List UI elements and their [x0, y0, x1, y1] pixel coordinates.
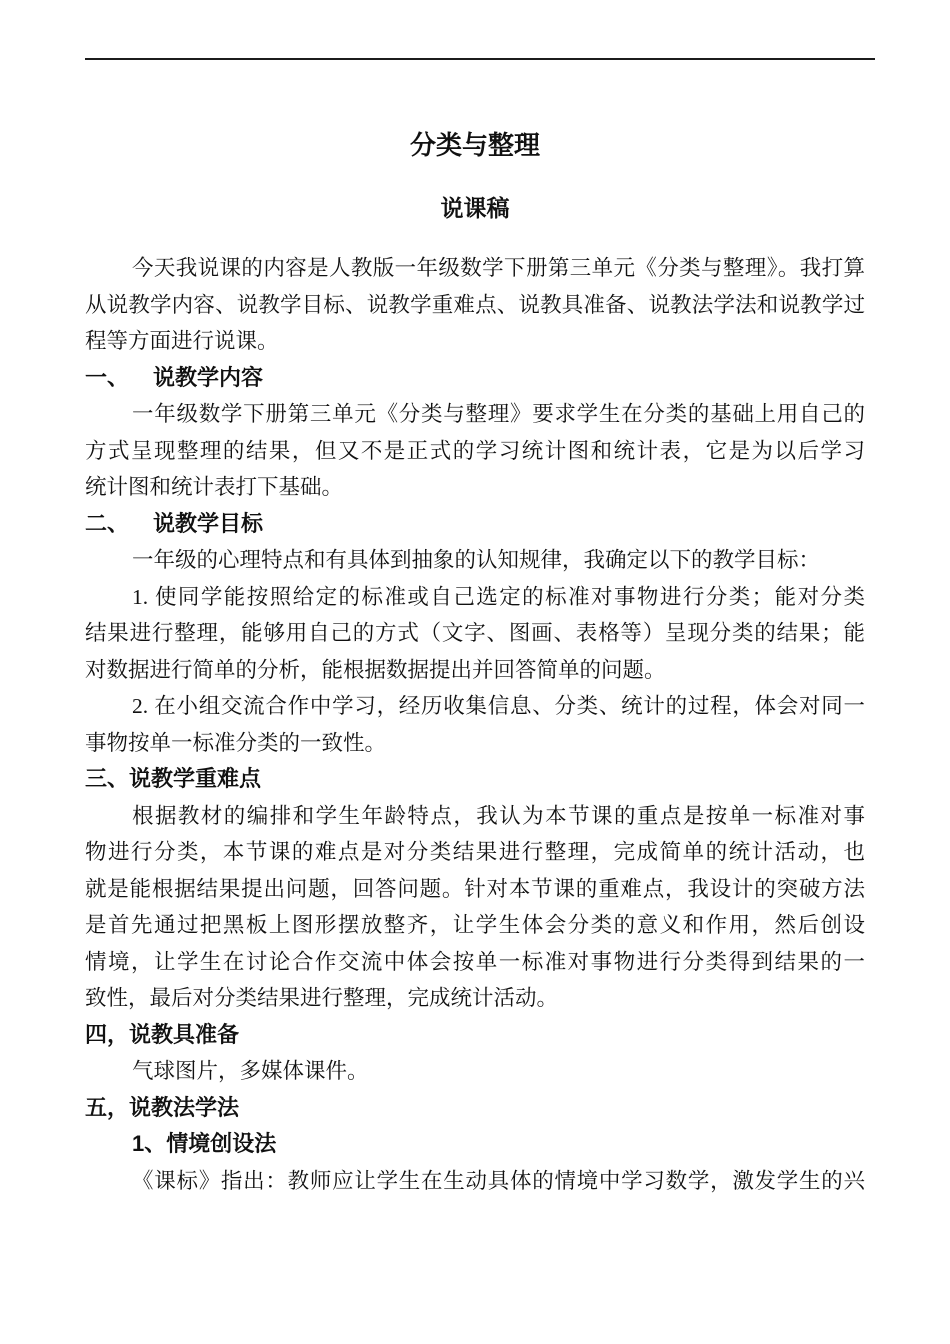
text-line: 对数据进行简单的分析，能根据数据提出并回答简单的问题。 [85, 657, 666, 682]
heading-label: 说教具准备 [129, 1021, 240, 1047]
heading-label: 说教法学法 [129, 1094, 240, 1120]
heading-label: 说教学内容 [153, 364, 264, 390]
text-line: 物进行分类，本节课的难点是对分类结果进行整理，完成简单的统计活动，也 [85, 840, 865, 864]
document-body [85, 223, 865, 1199]
text-line: 统计图和统计表打下基础。 [85, 475, 344, 499]
heading-label: 说教学目标 [153, 510, 264, 536]
section-heading [85, 360, 865, 397]
text-line: 《课标》指出：教师应让学生在生动具体的情境中学习数学，激发学生的兴 [132, 1168, 865, 1193]
heading-label: 说教学重难点 [129, 766, 262, 791]
text-line: 程等方面进行说课。 [85, 329, 279, 353]
text-line: 1. 使同学能按照给定的标准或自己选定的标准对事物进行分类；能对分类 [132, 584, 865, 609]
document-title: 分类与整理 [409, 131, 540, 160]
section-heading [85, 506, 865, 543]
sub-heading [85, 1126, 865, 1163]
section-heading [85, 1090, 865, 1127]
heading-number: 五， [85, 1094, 130, 1120]
text-line: 事物按单一标准分类的一致性。 [85, 730, 387, 755]
text-line: 今天我说课的内容是人教版一年级数学下册第三单元《分类与整理》。我打算 [132, 256, 865, 280]
heading-number: 二、 [85, 510, 130, 536]
text-line: 一年级数学下册第三单元《分类与整理》要求学生在分类的基础上用自己的 [132, 402, 865, 426]
text-line: 是首先通过把黑板上图形摆放整齐，让学生体会分类的意义和作用，然后创设 [85, 913, 865, 937]
text-line: 情境，让学生在讨论合作交流中体会按单一标准对事物进行分类得到结果的一 [85, 949, 865, 974]
heading-number: 四， [85, 1021, 130, 1047]
heading-number: 三、 [85, 766, 130, 791]
text-line: 从说教学内容、说教学目标、说教学重难点、说教具准备、说教法学法和说教学过 [85, 292, 865, 317]
header-rule [85, 58, 875, 60]
text-line: 结果进行整理，能够用自己的方式（文字、图画、表格等）呈现分类的结果；能 [85, 621, 865, 645]
document-subtitle: 说课稿 [440, 196, 510, 221]
text-line: 就是能根据结果提出问题，回答问题。针对本节课的重难点，我设计的突破方法 [85, 876, 865, 901]
text-line: 方式呈现整理的结果，但又不是正式的学习统计图和统计表，它是为以后学习 [85, 438, 865, 463]
section-heading [85, 761, 865, 798]
section-heading [85, 1017, 865, 1054]
heading-number: 1、 [132, 1131, 167, 1156]
heading-number: 一、 [85, 364, 130, 390]
text-line: 气球图片，多媒体课件。 [132, 1059, 369, 1083]
text-line: 2. 在小组交流合作中学习，经历收集信息、分类、统计的过程，体会对同一 [132, 694, 865, 718]
heading-label: 情境创设法 [166, 1131, 277, 1156]
text-line: 根据教材的编排和学生年龄特点，我认为本节课的重点是按单一标准对事 [132, 803, 865, 828]
text-line: 一年级的心理特点和有具体到抽象的认知规律，我确定以下的教学目标： [132, 548, 821, 572]
text-line: 致性，最后对分类结果进行整理，完成统计活动。 [85, 986, 559, 1010]
